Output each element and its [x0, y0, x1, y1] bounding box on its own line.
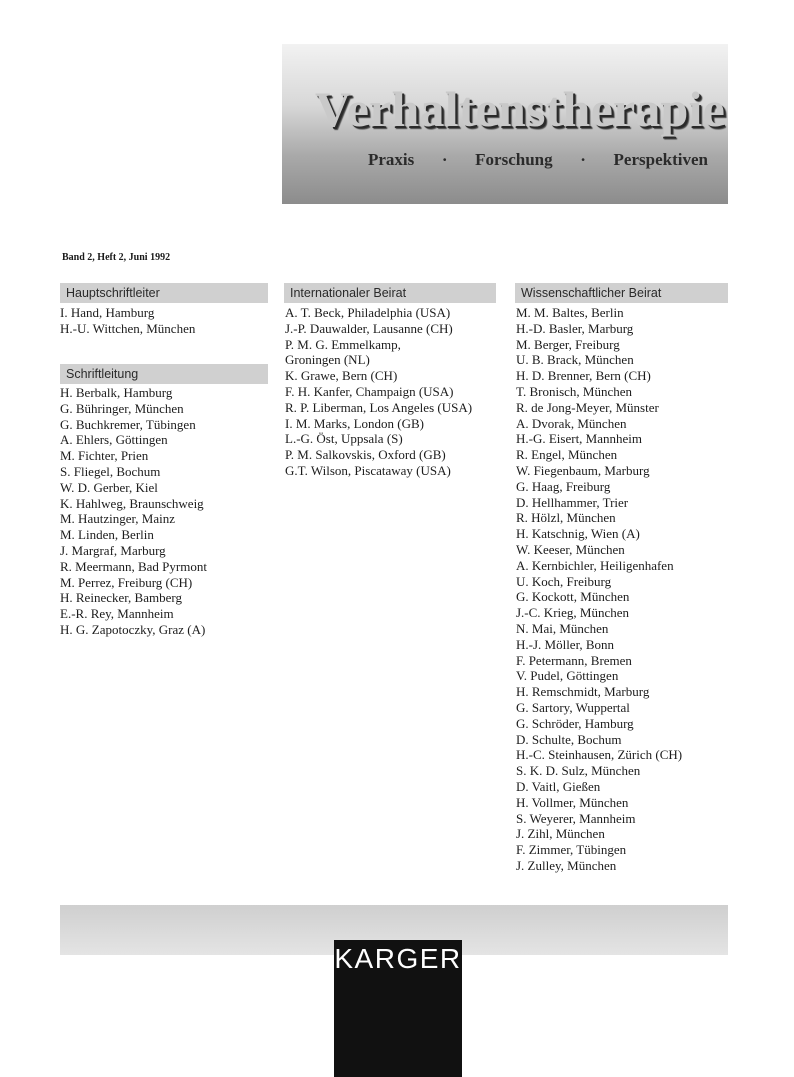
- list-item: D. Vaitl, Gießen: [516, 778, 601, 794]
- list-item: G. Kockott, München: [516, 589, 630, 605]
- list-item: G. Buchkremer, Tübingen: [60, 416, 196, 432]
- list-item: F. H. Kanfer, Champaign (USA): [285, 383, 454, 399]
- list-item: A. T. Beck, Philadelphia (USA): [285, 305, 451, 320]
- list-item: W. Keeser, München: [516, 541, 625, 557]
- list-item: P. M. G. Emmelkamp,: [285, 336, 401, 352]
- issue-info: Band 2, Heft 2, Juni 1992: [62, 252, 171, 263]
- list-item: H. D. Brenner, Bern (CH): [516, 368, 651, 384]
- schriftleitung-list: [60, 385, 207, 638]
- list-item: J. Zulley, München: [516, 857, 617, 873]
- list-item: D. Hellhammer, Trier: [516, 494, 629, 510]
- list-item: R. de Jong-Meyer, Münster: [516, 399, 659, 415]
- list-item: H. Berbalk, Hamburg: [60, 385, 173, 400]
- list-item: R. Meermann, Bad Pyrmont: [60, 558, 207, 574]
- list-item: H.-U. Wittchen, München: [60, 320, 196, 336]
- list-item: H.-D. Basler, Marburg: [516, 320, 634, 336]
- list-item: R. P. Liberman, Los Angeles (USA): [285, 399, 473, 415]
- list-item: J. Margraf, Marburg: [60, 542, 166, 558]
- list-item: H.-G. Eisert, Mannheim: [516, 431, 643, 447]
- list-item: W. Fiegenbaum, Marburg: [516, 462, 650, 478]
- list-item: P. M. Salkovskis, Oxford (GB): [285, 447, 446, 463]
- list-item: I. Hand, Hamburg: [60, 305, 155, 320]
- list-item: J.-P. Dauwalder, Lausanne (CH): [285, 320, 453, 336]
- list-item: H. G. Zapotoczky, Graz (A): [60, 621, 206, 637]
- list-item: A. Dvorak, München: [516, 415, 627, 431]
- list-item: H. Remschmidt, Marburg: [516, 684, 650, 700]
- list-item: S. K. D. Sulz, München: [516, 763, 641, 779]
- subtitle-separator: ·: [580, 150, 586, 169]
- internationaler-beirat-list: [285, 305, 472, 479]
- list-item: N. Mai, München: [516, 620, 609, 636]
- wissenschaftlicher-beirat-list: [516, 305, 682, 874]
- journal-title: Verhaltenstherapie: [315, 81, 726, 137]
- list-item: D. Schulte, Bochum: [516, 731, 622, 747]
- list-item: G. Bühringer, München: [60, 400, 184, 416]
- list-item: F. Petermann, Bremen: [516, 652, 632, 668]
- list-item: E.-R. Rey, Mannheim: [60, 606, 174, 622]
- list-item: M. Linden, Berlin: [60, 527, 154, 543]
- subtitle-separator: ·: [441, 150, 448, 169]
- list-item: L.-G. Öst, Uppsala (S): [285, 431, 403, 447]
- list-item: A. Kernbichler, Heiligenhafen: [516, 557, 674, 573]
- list-item: K. Hahlweg, Braunschweig: [60, 495, 204, 511]
- list-item: G. Schröder, Hamburg: [516, 715, 634, 731]
- list-item: J. Zihl, München: [516, 826, 605, 842]
- list-item: V. Pudel, Göttingen: [516, 668, 619, 684]
- list-item: S. Weyerer, Mannheim: [516, 810, 636, 826]
- list-item: K. Grawe, Bern (CH): [285, 368, 398, 384]
- list-item: W. D. Gerber, Kiel: [60, 479, 158, 495]
- list-item: I. M. Marks, London (GB): [285, 415, 425, 431]
- subtitle-word: Perspektiven: [613, 150, 708, 169]
- list-item: M. Hautzinger, Mainz: [60, 511, 176, 527]
- list-item: J.-C. Krieg, München: [516, 605, 630, 621]
- subtitle-word: Forschung: [475, 150, 553, 169]
- section-heading-internationaler-beirat: Internationaler Beirat: [284, 283, 496, 303]
- list-item: H. Katschnig, Wien (A): [516, 526, 640, 542]
- hauptschriftleiter-list: [60, 305, 195, 337]
- list-item: R. Hölzl, München: [516, 510, 616, 526]
- publisher-logo: KARGER: [334, 943, 462, 974]
- list-item: M. Perrez, Freiburg (CH): [60, 574, 193, 590]
- list-item: A. Ehlers, Göttingen: [60, 432, 168, 448]
- list-item: H.-C. Steinhausen, Zürich (CH): [516, 747, 683, 763]
- list-item: M. Fichter, Prien: [60, 448, 149, 464]
- list-item: U. B. Brack, München: [516, 352, 634, 368]
- list-item: R. Engel, München: [516, 447, 618, 463]
- section-heading-schriftleitung: Schriftleitung: [60, 364, 268, 384]
- subtitle-word: Praxis: [368, 150, 415, 169]
- list-item: H. Reinecker, Bamberg: [60, 590, 182, 606]
- list-item: F. Zimmer, Tübingen: [516, 842, 627, 858]
- list-item: S. Fliegel, Bochum: [60, 463, 161, 479]
- list-item: M. Berger, Freiburg: [516, 336, 620, 352]
- list-item: H.-J. Möller, Bonn: [516, 636, 615, 652]
- list-item: U. Koch, Freiburg: [516, 573, 612, 589]
- list-item: G.T. Wilson, Piscataway (USA): [285, 462, 451, 478]
- list-item: G. Haag, Freiburg: [516, 478, 611, 494]
- list-item: H. Vollmer, München: [516, 794, 629, 810]
- list-item: Groningen (NL): [285, 352, 370, 368]
- list-item: T. Bronisch, München: [516, 383, 633, 399]
- journal-subtitle: [368, 150, 708, 170]
- list-item: G. Sartory, Wuppertal: [516, 699, 630, 715]
- list-item: M. M. Baltes, Berlin: [516, 305, 624, 320]
- section-heading-hauptschriftleiter: Hauptschriftleiter: [60, 283, 268, 303]
- section-heading-wissenschaftlicher-beirat: Wissenschaftlicher Beirat: [515, 283, 728, 303]
